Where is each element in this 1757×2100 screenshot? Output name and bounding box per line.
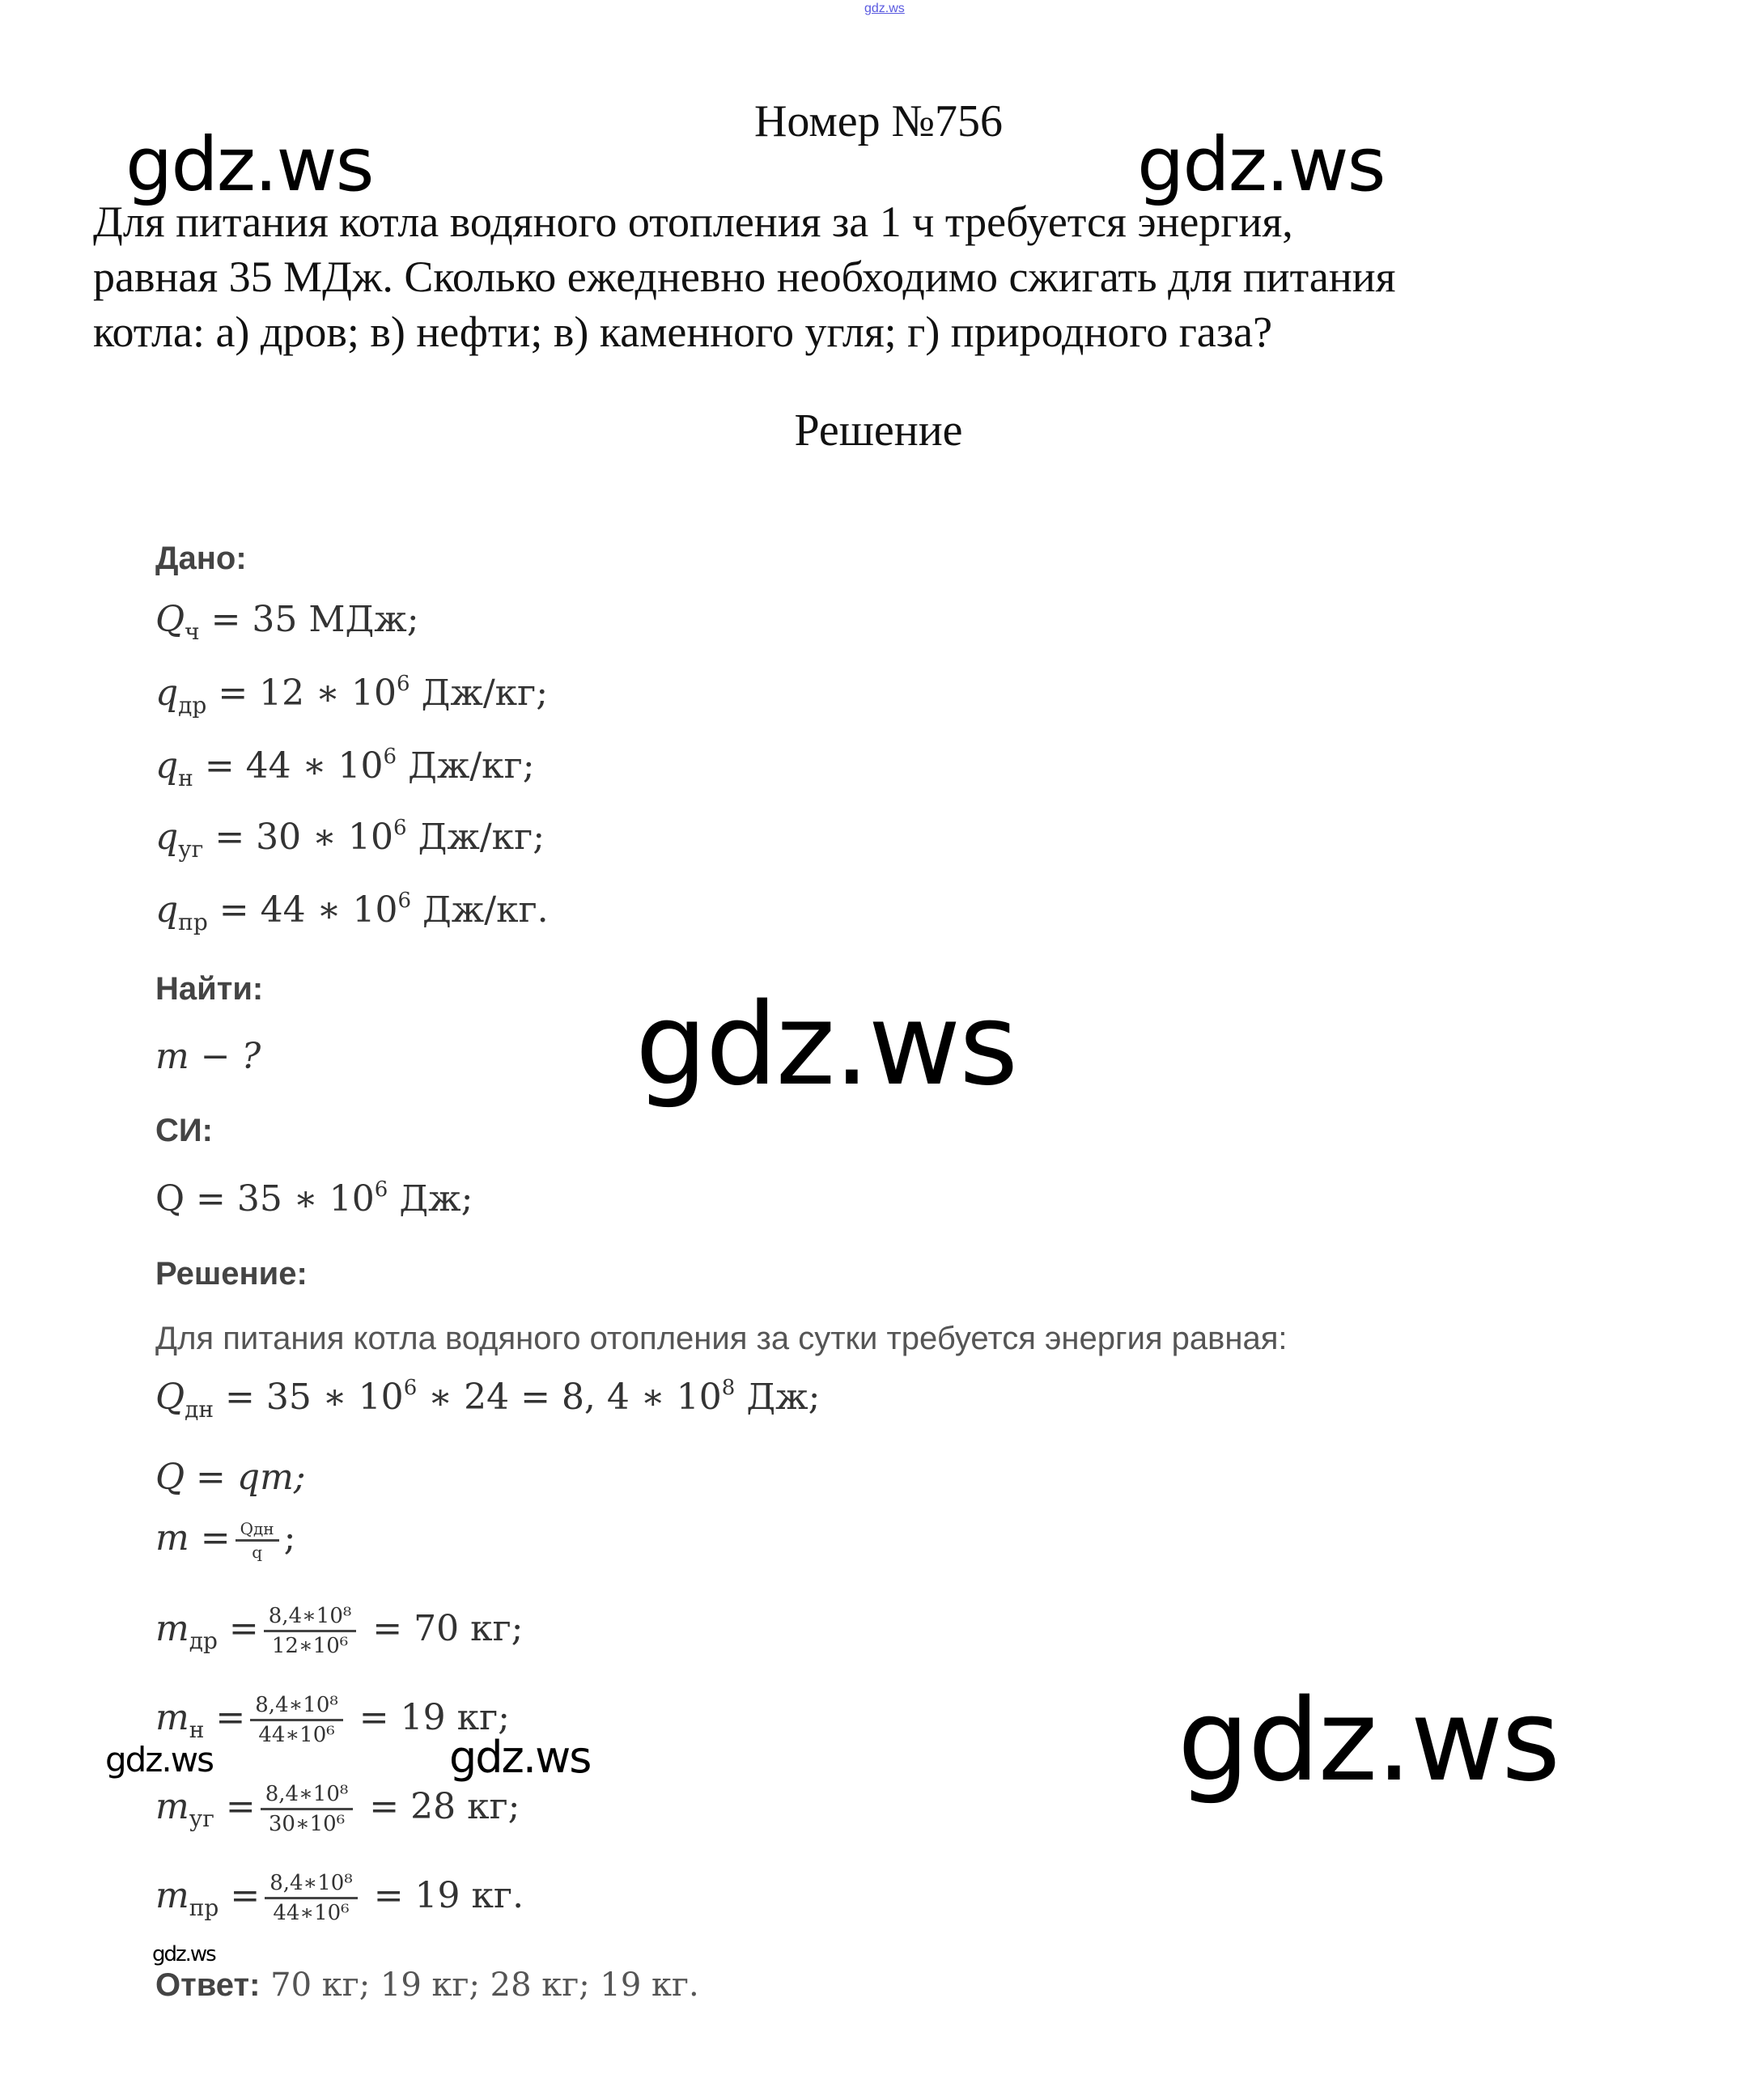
result-gas: $m_{пр}$ = $\frac{\text{8,4∗10⁸}}{\text{44∗10⁶}}$ = 19 кг. xyxy=(155,1871,524,1925)
result-coal: $m_{уг}$ = $\frac{\text{8,4∗10⁸}}{\text{30∗10⁶}}$ = 28 кг; xyxy=(155,1782,520,1836)
watermark: gdz.ws xyxy=(125,121,373,208)
watermark: gdz.ws xyxy=(635,979,1017,1111)
page-title: Номер №756 xyxy=(753,96,1004,146)
problem-line: котла: а) дров; в) нефти; в) каменного угля; г) природного газа? xyxy=(93,308,1273,356)
si-label: СИ: xyxy=(155,1113,213,1148)
mass-formula: m = $\frac{\text{Qдн}}{q}$ ; xyxy=(155,1517,296,1562)
given-line-q-coal: $q_{уг} = 30$ ∗ $10^6$ Дж/кг; xyxy=(155,816,545,863)
watermark: gdz.ws xyxy=(1137,121,1385,208)
given-line-q-gas: $q_{пр} = 44$ ∗ $10^6$ Дж/кг. xyxy=(155,889,549,935)
find-label: Найти: xyxy=(155,971,264,1007)
solution-heading: Решение xyxy=(794,405,963,456)
top-watermark-link[interactable]: gdz.ws xyxy=(864,2,905,15)
watermark: gdz.ws xyxy=(152,1942,215,1966)
result-wood: $m_{др}$ = $\frac{\text{8,4∗10⁸}}{\text{12∗10⁶}}$ = 70 кг; xyxy=(155,1604,524,1658)
problem-statement xyxy=(93,194,1671,359)
solution-text: Для питания котла водяного отопления за сутки требуется энергия равная: xyxy=(155,1321,1288,1356)
result-oil: $m_н$ = $\frac{\text{8,4∗10⁸}}{\text{44∗10⁶}}$ = 19 кг; xyxy=(155,1693,510,1747)
heat-formula: Q = qm; xyxy=(155,1457,306,1498)
problem-line: равная 35 МДж. Сколько ежедневно необходимо сжигать для питания xyxy=(93,252,1396,301)
watermark: gdz.ws xyxy=(449,1732,591,1783)
si-line: Q = 35 ∗ $10^6$ Дж; xyxy=(155,1177,473,1220)
given-label: Дано: xyxy=(155,541,247,576)
find-line: m − ? xyxy=(155,1036,261,1077)
watermark: gdz.ws xyxy=(1178,1675,1560,1807)
answer-line: Ответ: 70 кг; 19 кг; 28 кг; 19 кг. xyxy=(155,1966,699,2004)
given-line-heat-hour: $Q_ч = 35$ МДж; xyxy=(155,599,419,645)
solution-label: Решение: xyxy=(155,1256,308,1292)
problem-line: Для питания котла водяного отопления за 1 ч требуется энергия, xyxy=(93,197,1293,246)
given-line-q-oil: $q_н = 44$ ∗ $10^6$ Дж/кг; xyxy=(155,745,535,791)
daily-energy-line: $Q_{дн} = 35$ ∗ $10^6$ ∗ 24 = 8, 4 ∗ $10^8$ Дж; xyxy=(155,1376,821,1423)
given-line-q-wood: $q_{др} = 12$ ∗ $10^6$ Дж/кг; xyxy=(155,672,549,719)
watermark: gdz.ws xyxy=(105,1740,213,1780)
